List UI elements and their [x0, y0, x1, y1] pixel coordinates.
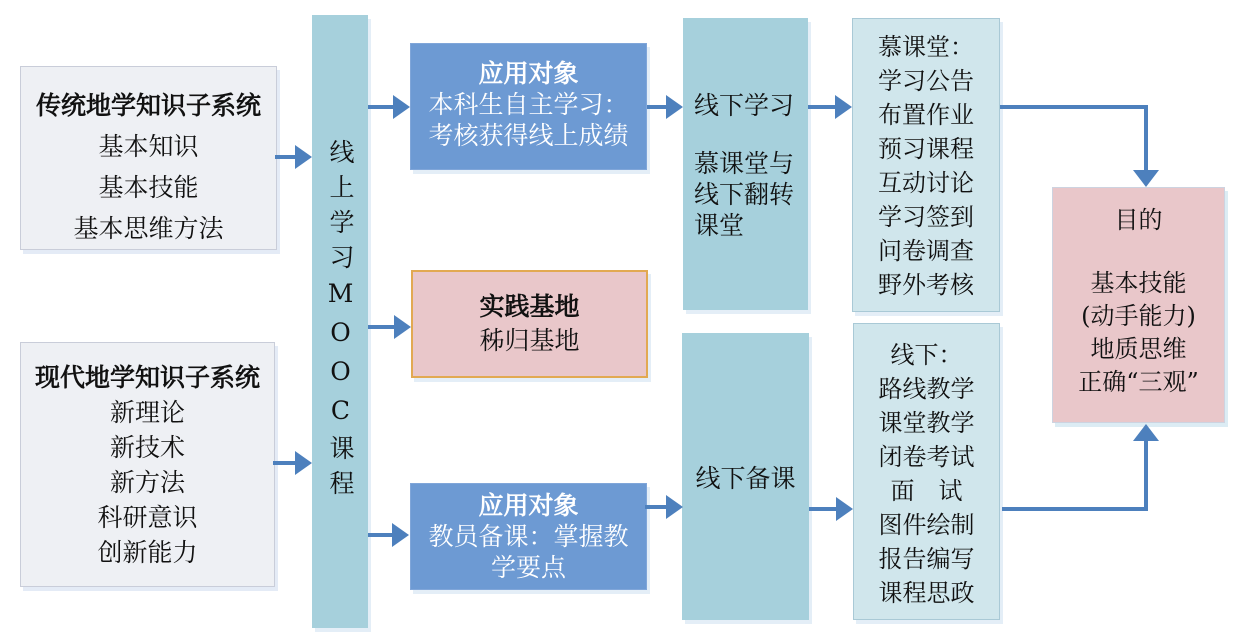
list-item: 闭卷考试	[878, 443, 975, 471]
practice-base-title: 实践基地	[479, 292, 580, 321]
list-item: 新技术	[109, 433, 185, 462]
arrow-teachers-to-offline-prep	[645, 495, 683, 519]
list-item: 慕课堂：	[878, 33, 974, 61]
list-item: 野外考核	[878, 271, 974, 299]
application-students-line: 本科生自主学习：	[428, 90, 629, 119]
application-teachers-line: 教员备课：掌握教	[428, 522, 629, 551]
application-students-title: 应用对象	[478, 59, 579, 88]
list-item: 报告编写	[878, 545, 975, 573]
list-item: 正确“三观”	[1078, 368, 1199, 396]
application-teachers-title: 应用对象	[478, 491, 579, 520]
online-mooc-bar	[312, 15, 368, 628]
offline-study-title: 线下学习	[694, 91, 795, 120]
offline-prep-box	[682, 333, 809, 620]
list-item: 路线教学	[878, 375, 975, 403]
arrow-students-to-offline-study	[647, 95, 683, 119]
offline-prep-title: 线下备课	[695, 463, 796, 493]
list-item: 基本技能	[1090, 269, 1187, 297]
list-item: 新方法	[109, 468, 185, 497]
list-item: 学习公告	[878, 67, 974, 95]
connector-offline-detail-to-purpose	[1144, 441, 1148, 511]
list-item: 新理论	[109, 398, 185, 427]
list-item: (动手能力)	[1081, 302, 1196, 330]
arrow-offline-study-to-mooc-hall	[808, 95, 852, 119]
online-mooc-bar-label: 线上学习MOOC课程	[326, 138, 355, 505]
arrow-bar-to-practice	[368, 315, 411, 339]
list-item: 面 试	[890, 477, 963, 505]
list-item: 地质思维	[1090, 335, 1187, 363]
list-item: 基本技能	[98, 173, 199, 202]
application-teachers-line: 学要点	[490, 553, 566, 582]
list-item: 学习签到	[878, 203, 974, 231]
arrowhead-down-icon	[1133, 170, 1159, 187]
application-students-box	[410, 43, 647, 170]
connector-mooc-hall-to-purpose	[1144, 105, 1148, 171]
arrow-offline-prep-to-detail	[809, 497, 853, 521]
list-item: 问卷调查	[878, 237, 974, 265]
spacer	[1053, 237, 1224, 267]
purpose-box	[1052, 187, 1225, 423]
purpose-title: 目的	[1114, 206, 1163, 234]
list-item: 线下：	[890, 341, 963, 369]
arrow-bar-to-teachers	[368, 523, 409, 547]
arrow-bar-to-students	[368, 95, 410, 119]
modern-knowledge-title: 现代地学知识子系统	[34, 363, 260, 392]
list-item: 创新能力	[97, 538, 198, 567]
practice-base-box	[411, 270, 648, 378]
list-item: 预习课程	[878, 135, 974, 163]
practice-base-line: 秭归基地	[479, 326, 580, 355]
list-item: 基本知识	[98, 132, 199, 161]
arrow-traditional-to-bar	[275, 145, 312, 169]
modern-knowledge-box	[20, 342, 275, 587]
connector-mooc-hall-to-purpose	[1000, 105, 1148, 109]
traditional-knowledge-title: 传统地学知识子系统	[35, 91, 261, 120]
offline-detail-list-box	[853, 323, 1000, 620]
offline-study-line: 线下翻转	[694, 180, 795, 209]
arrow-modern-to-bar	[273, 451, 312, 475]
offline-study-line: 慕课堂与	[694, 149, 795, 178]
spacer	[694, 121, 808, 148]
connector-offline-detail-to-purpose	[1002, 507, 1148, 511]
list-item: 基本思维方法	[73, 214, 224, 243]
list-item: 课程思政	[878, 579, 975, 607]
list-item: 图件绘制	[878, 511, 975, 539]
application-teachers-box	[410, 483, 647, 590]
traditional-knowledge-box	[20, 66, 277, 250]
list-item: 科研意识	[97, 503, 198, 532]
application-students-line: 考核获得线上成绩	[428, 121, 629, 150]
list-item: 布置作业	[878, 101, 974, 129]
arrowhead-up-icon	[1133, 424, 1159, 441]
list-item: 互动讨论	[878, 169, 974, 197]
mooc-hall-list-box	[852, 18, 1000, 312]
offline-study-line: 课堂	[694, 211, 745, 240]
offline-study-box	[683, 18, 808, 310]
list-item: 课堂教学	[878, 409, 975, 437]
